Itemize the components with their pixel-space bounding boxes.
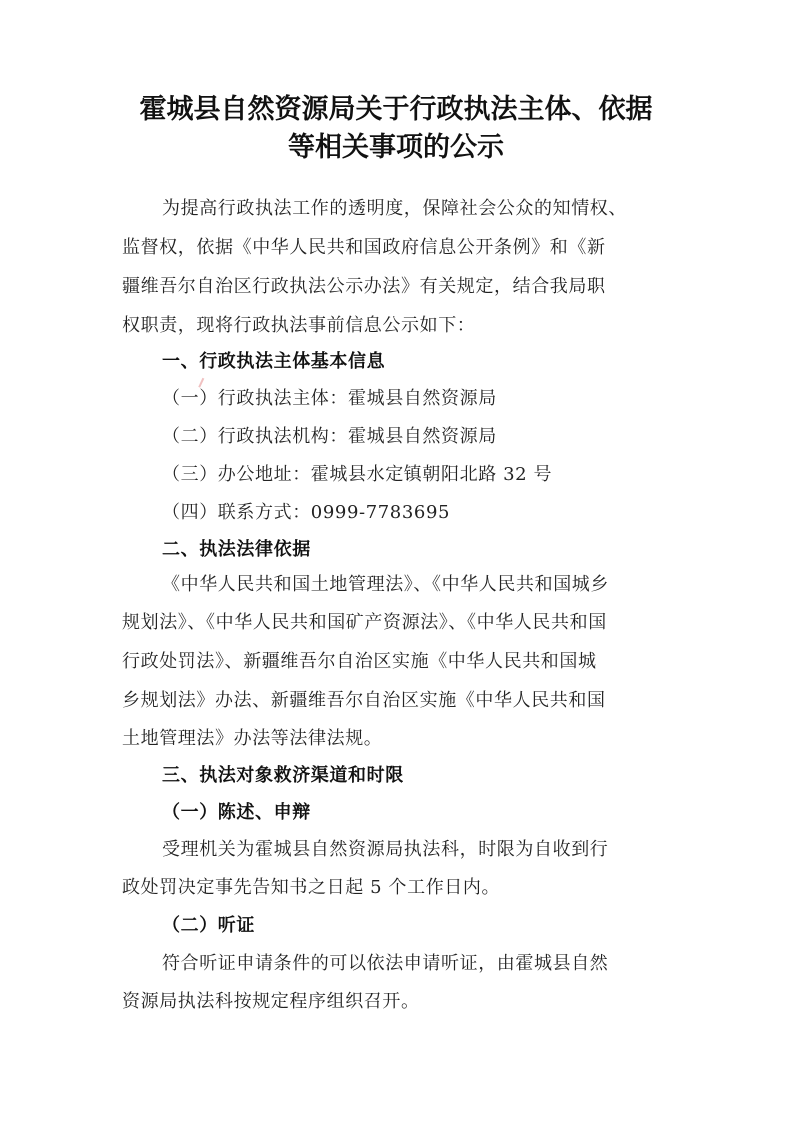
intro-line-3: 疆维吾尔自治区行政执法公示办法》有关规定，结合我局职 xyxy=(122,276,606,297)
section2-line-1: 《中华人民共和国土地管理法》、《中华人民共和国城乡 xyxy=(162,574,609,595)
section3-sub2-line-2: 资源局执法科按规定程序组织召开。 xyxy=(122,991,420,1012)
intro-line-2: 监督权，依据《中华人民共和国政府信息公开条例》和《新 xyxy=(122,237,606,258)
section1-item-3: （三）办公地址：霍城县水定镇朝阳北路 32 号 xyxy=(162,464,553,485)
section3-sub1-line-1: 受理机关为霍城县自然资源局执法科，时限为自收到行 xyxy=(162,839,609,860)
intro-line-1: 为提高行政执法工作的透明度，保障社会公众的知情权、 xyxy=(162,198,627,219)
section3-sub1-line-2: 政处罚决定事先告知书之日起 5 个工作日内。 xyxy=(122,877,501,898)
section1-item-4: （四）联系方式：0999-7783695 xyxy=(162,502,451,523)
section1-heading: 一、行政执法主体基本信息 xyxy=(162,351,386,372)
section3-sub2-heading: （二）听证 xyxy=(162,915,255,936)
section2-line-5: 土地管理法》办法等法律法规。 xyxy=(122,728,383,749)
section2-line-2: 规划法》、《中华人民共和国矿产资源法》、《中华人民共和国 xyxy=(122,612,607,633)
section1-item-2: （二）行政执法机构：霍城县自然资源局 xyxy=(162,426,497,447)
section3-sub1-heading: （一）陈述、申辩 xyxy=(162,802,311,823)
section3-heading: 三、执法对象救济渠道和时限 xyxy=(162,765,404,786)
section3-sub2-line-1: 符合听证申请条件的可以依法申请听证，由霍城县自然 xyxy=(162,953,609,974)
section2-line-4: 乡规划法》办法、新疆维吾尔自治区实施《中华人民共和国 xyxy=(122,690,606,711)
section2-heading: 二、执法法律依据 xyxy=(162,539,311,560)
document-title-line-2: 等相关事项的公示 xyxy=(288,132,504,163)
document-title-line-1: 霍城县自然资源局关于行政执法主体、依据 xyxy=(139,94,653,125)
intro-line-4: 权职责，现将行政执法事前信息公示如下： xyxy=(122,315,476,336)
section2-line-3: 行政处罚法》、新疆维吾尔自治区实施《中华人民共和国城 xyxy=(122,651,597,672)
section1-item-1: （一）行政执法主体：霍城县自然资源局 xyxy=(162,388,497,409)
